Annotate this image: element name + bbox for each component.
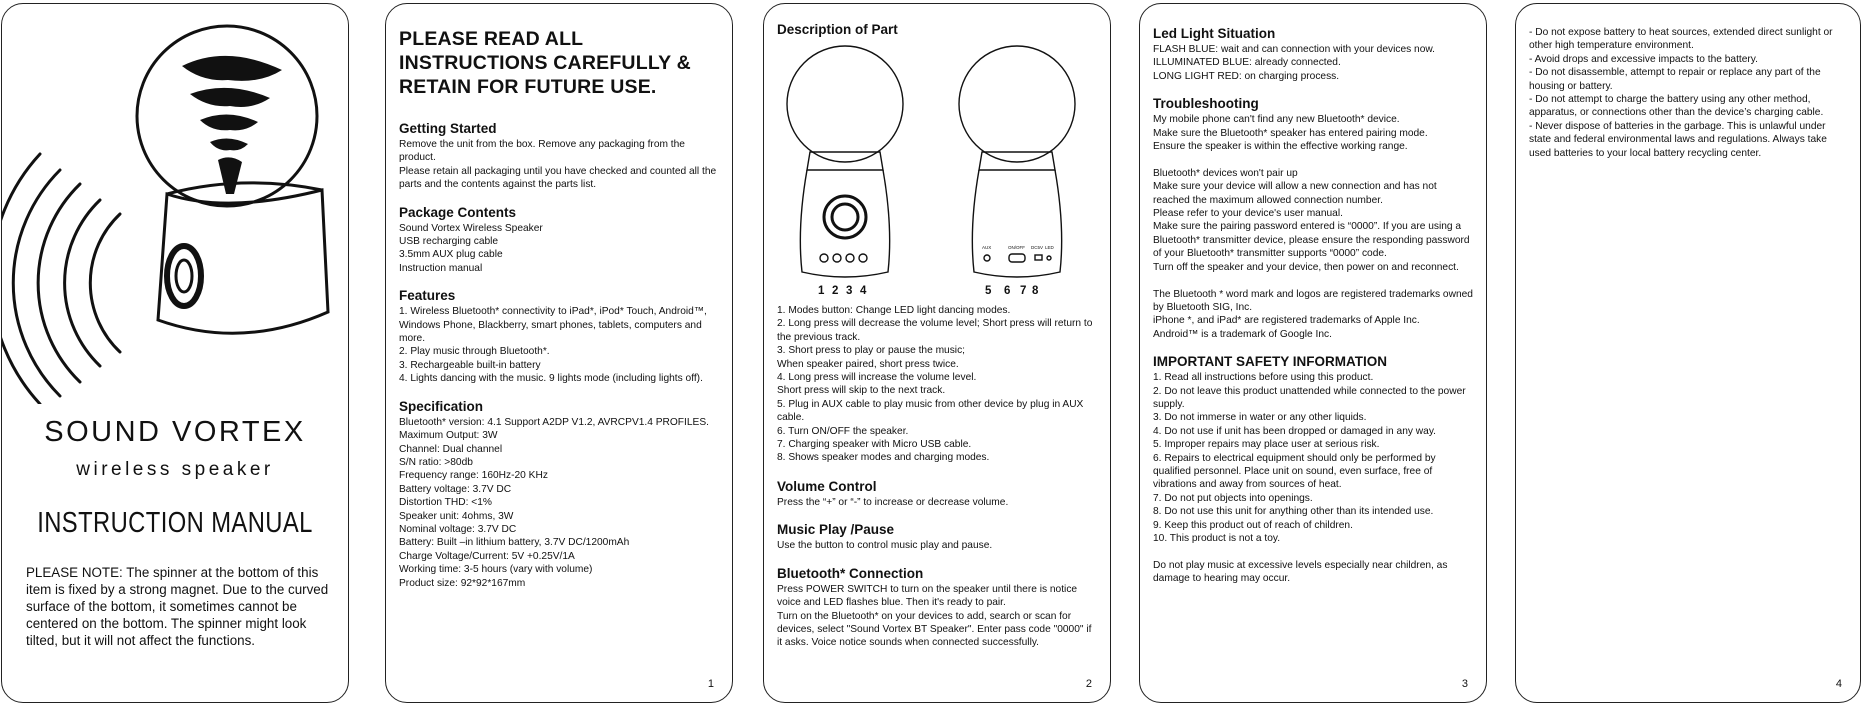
page-number: 2	[1085, 678, 1092, 690]
section-body: FLASH BLUE: wait and can connection with your devices now. ILLUMINATED BLUE: already connected. LONG LIGHT RED: on charging process.	[1153, 44, 1436, 82]
section-title: Led Light Situation	[1153, 26, 1276, 41]
instructions-panel-1	[385, 3, 733, 703]
section-title: IMPORTANT SAFETY INFORMATION	[1153, 354, 1387, 370]
callout-number: 1	[818, 285, 825, 297]
parts-diagram	[777, 42, 1098, 304]
section-title: Package Contents	[399, 204, 517, 220]
callout-number: 5	[985, 285, 992, 297]
callout-number: 2	[832, 285, 839, 297]
back-label: DC5V	[1031, 245, 1044, 250]
instructions-panel-4	[1515, 3, 1861, 703]
callout-number: 6	[1004, 285, 1011, 297]
section-troubleshooting	[1153, 96, 1474, 341]
brand-subtitle: wireless speaker	[76, 459, 274, 480]
section-title: Getting Started	[399, 121, 497, 136]
back-label: LED	[1045, 245, 1054, 250]
section-body: Remove the unit from the box. Remove any packaging from the product. Please retain all packaging until you have checked and counted all the parts and the contents against the parts list.	[399, 139, 717, 191]
section-music-play-pause	[777, 522, 1098, 552]
page-number: 4	[1835, 678, 1842, 690]
callout-number: 3	[846, 285, 853, 297]
callout-number: 7	[1020, 285, 1027, 297]
battery-warnings: - Do not expose battery to heat sources, extended direct sunlight or other high temperature environment. - Avoid drops and excessive impacts to the battery. - Do not disassemble, attempt to repair or replace any part of the housing or battery. - Do not attempt to charge the battery using any other method, apparatus, or connections other than the device’s charging cable. - Never dispose of batteries in the garbage. This is unlawful under state and federal environmental laws and regulations. Always take used batteries to your local battery recycling center.	[1529, 27, 1833, 159]
section-body: My mobile phone can't find any new Bluetooth* device. Make sure the Bluetooth* speaker has entered pairing mode. Ensure the speaker is within the effective working range. Bluetooth* devices won't pair up Make sure your device will allow a new connection and has not reached the maximum allowed connection number. Please refer to your device's user manual. Make sure the pairing password entered is “0000”. If you are using a Bluetooth* transmitter device, please ensure the responding password of your Bluetooth* transmitter supports “0000” code. Turn off the speaker and your device, then power on and reconnect. The Bluetooth * word mark and logos are registered trademarks owned by Bluetooth SIG, Inc. iPhone *, and iPad* are registered trademarks of Apple Inc. Android™ is a trademark of Google Inc.	[1153, 114, 1473, 340]
manual-title: INSTRUCTION MANUAL	[37, 507, 313, 539]
section-body: Press POWER SWITCH to turn on the speaker until there is notice voice and LED flashes blue. Then it's ready to pair. Turn on the Bluetooth* on your devices to add, search or scan for devices, select "Sound Vortex BT Speaker". Enter pass code "0000" if it asks. Voice notice sounds when connected successfully.	[777, 583, 1092, 649]
callout-number: 4	[860, 285, 867, 297]
section-title: Description of Part	[777, 22, 898, 37]
callout-number: 8	[1032, 285, 1039, 297]
section-led-light-situation	[1153, 26, 1474, 83]
section-title: Bluetooth* Connection	[777, 565, 924, 581]
back-label: ON/OFF	[1008, 245, 1025, 250]
section-safety-information	[1153, 354, 1474, 586]
speaker-illustration	[2, 4, 349, 404]
section-title: Volume Control	[777, 478, 877, 494]
section-title: Features	[399, 288, 456, 304]
section-getting-started	[399, 121, 720, 192]
section-body: 1. Wireless Bluetooth* connectivity to iPad*, iPod* Touch, Android™, Windows Phone, Blackberry, smart phones, tablets, computers and more. 2. Play music through Bluetooth*. 3. Rechargeable built-in battery 4. Lights dancing with the music. 9 lights mode (including lights off).	[399, 306, 707, 385]
section-title: Specification	[399, 398, 484, 414]
cover-panel	[1, 3, 349, 703]
instructions-panel-2	[763, 3, 1111, 703]
page-title: PLEASE READ ALL INSTRUCTIONS CAREFULLY & RETAIN FOR FUTURE USE.	[399, 28, 691, 98]
page-number: 3	[1461, 678, 1468, 690]
page-number: 1	[707, 678, 714, 690]
back-label: AUX	[982, 245, 992, 250]
speaker-front-back-drawing	[777, 42, 1099, 278]
brand-title: SOUND VORTEX	[44, 416, 306, 448]
section-bluetooth-connection	[777, 566, 1098, 650]
section-title: Music Play /Pause	[777, 522, 895, 538]
section-body: 1. Read all instructions before using this product. 2. Do not leave this product unattended while connected to the power supply. 3. Do not immerse in water or any other liquids. 4. Do not use if unit has been dropped or damaged in any way. 5. Improper repairs may place user at serious risk. 6. Repairs to electrical equipment should only be performed by qualified personnel. Place unit on sound, even surface, free of vibrations and away from sources of heat. 7. Do not put objects into openings. 8. Do not use this unit for anything other than its intended use. 9. Keep this product out of reach of children. 10. This product is not a toy. Do not play music at excessive levels especially near children, as damage to hearing may occur.	[1153, 372, 1466, 585]
instructions-panel-3	[1139, 3, 1487, 703]
section-volume-control	[777, 479, 1098, 509]
section-package-contents	[399, 205, 720, 276]
section-body: Sound Vortex Wireless Speaker USB recharging cable 3.5mm AUX plug cable Instruction manual	[399, 222, 543, 274]
section-title: Troubleshooting	[1153, 96, 1259, 112]
section-features	[399, 288, 720, 385]
section-body: Use the button to control music play and pause.	[777, 540, 993, 552]
spinner-note: PLEASE NOTE: The spinner at the bottom of this item is fixed by a strong magnet. Due to the curved surface of the bottom, it sometimes cannot be centered on the bottom. The spinner might look tilted, but it will not affect the functions.	[26, 565, 329, 648]
parts-list: 1. Modes button: Change LED light dancing modes. 2. Long press will decrease the volume level; Short press will return to the previous track. 3. Short press to play or pause the music; When speaker paired, short press twice. 4. Long press will increase the volume level. Short press will skip to the next track. 5. Plug in AUX cable to play music from other device by plug in AUX cable. 6. Turn ON/OFF the speaker. 7. Charging speaker with Micro USB cable. 8. Shows speaker modes and charging modes.	[777, 305, 1093, 464]
section-specification	[399, 399, 720, 590]
section-body: Press the “+” or “-” to increase or decrease volume.	[777, 496, 1009, 508]
section-body: Bluetooth* version: 4.1 Support A2DP V1.2, AVRCPV1.4 PROFILES. Maximum Output: 3W Channel: Dual channel S/N ratio: >80db Frequency range: 160Hz-20 KHz Battery voltage: 3.7V DC Distortion THD: <1% Speaker unit: 4ohms, 3W Nominal voltage: 3.7V DC Battery: Built –in lithium battery, 3.7V DC/1200mAh Charge Voltage/Current: 5V +0.25V/1A Working time: 3-5 hours (vary with volume) Product size: 92*92*167mm	[399, 416, 709, 589]
